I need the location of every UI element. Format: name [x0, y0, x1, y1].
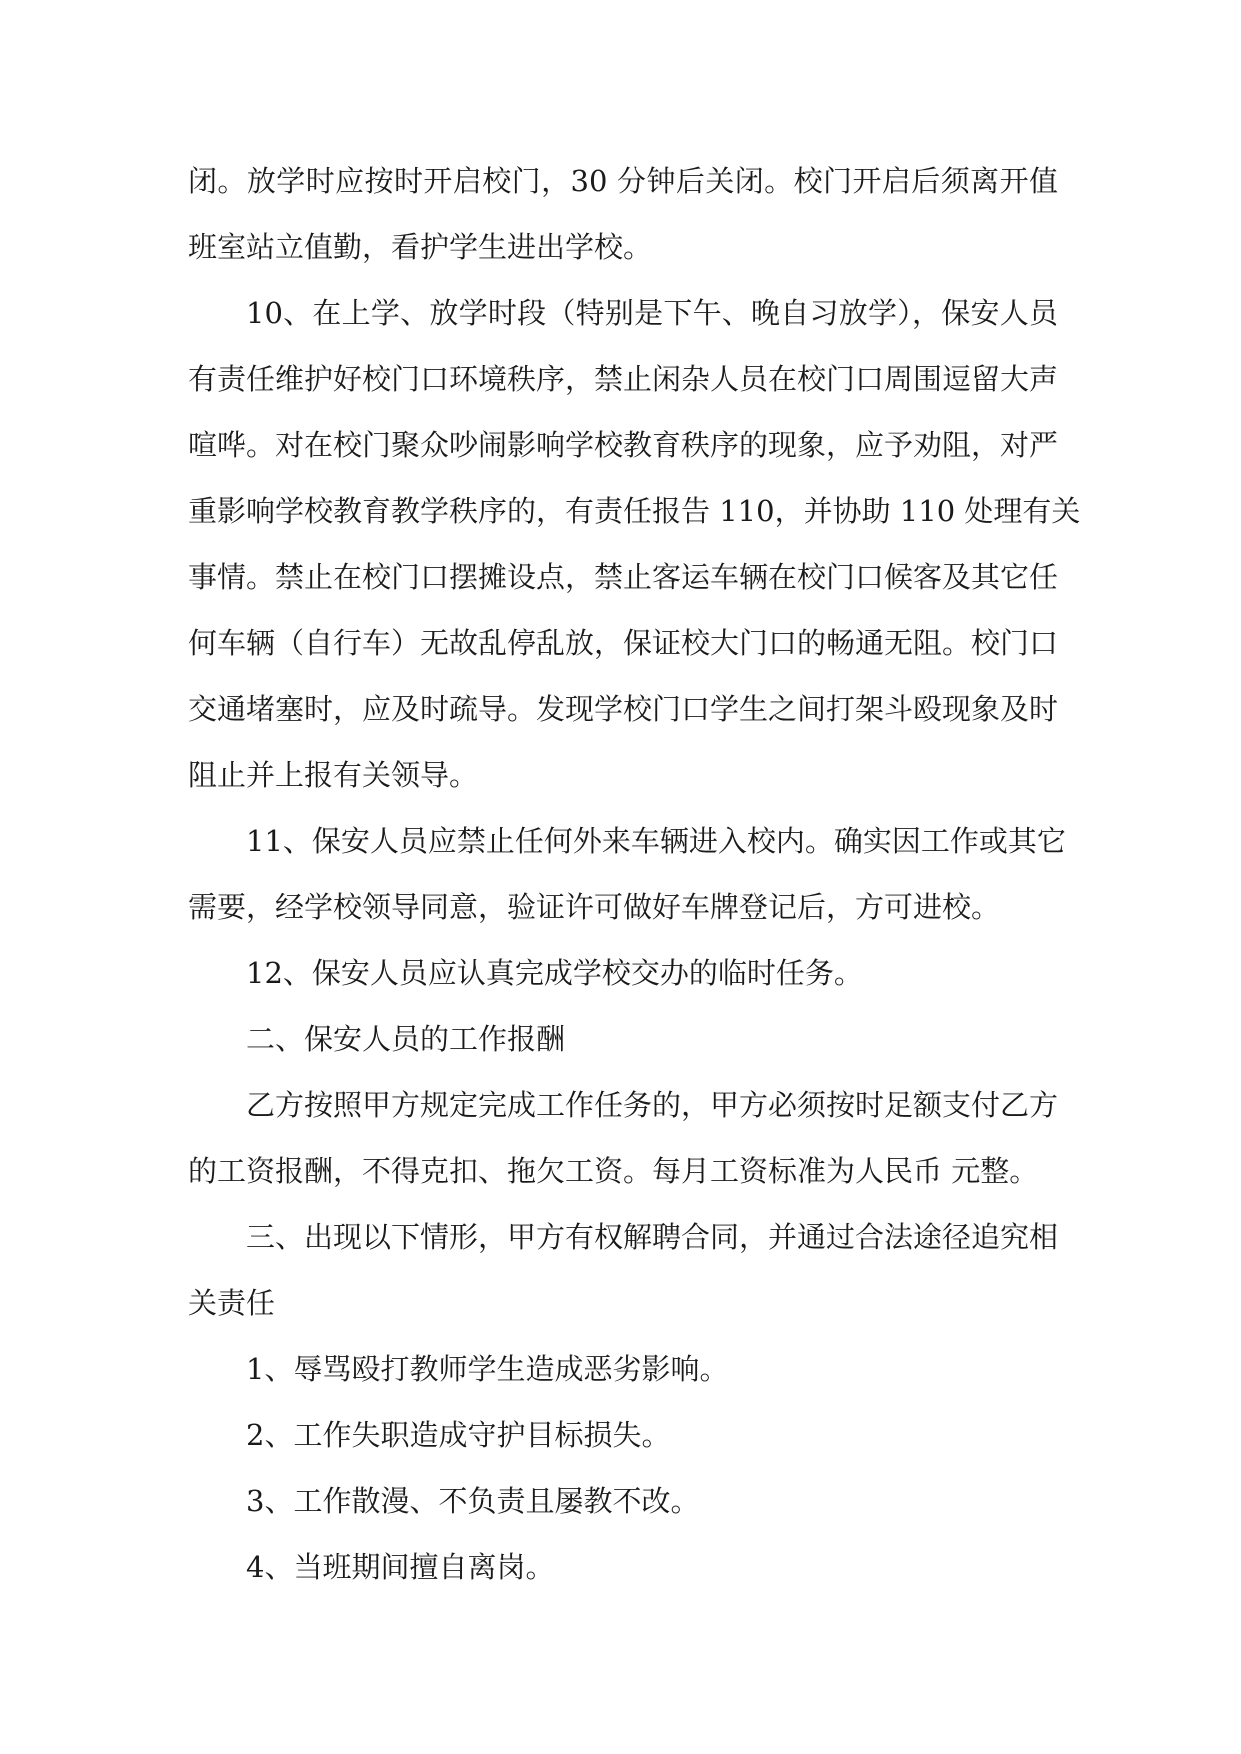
text-line: 乙方按照甲方规定完成工作任务的，甲方必须按时足额支付乙方 — [246, 1088, 1059, 1122]
section-heading: 三、出现以下情形，甲方有权解聘合同，并通过合法途径追究相 — [246, 1220, 1059, 1254]
text-line: 事情。禁止在校门口摆摊设点，禁止客运车辆在校门口候客及其它任 — [188, 560, 1059, 594]
text-line: 阻止并上报有关领导。 — [188, 758, 479, 792]
list-item: 2、工作失职造成守护目标损失。 — [246, 1418, 671, 1452]
text-line: 有责任维护好校门口环境秩序，禁止闲杂人员在校门口周围逗留大声 — [188, 362, 1059, 396]
list-item: 4、当班期间擅自离岗。 — [246, 1550, 555, 1584]
text-line: 10、在上学、放学时段（特别是下午、晚自习放学），保安人员 — [246, 296, 1058, 330]
text-line: 的工资报酬，不得克扣、拖欠工资。每月工资标准为人民币 元整。 — [188, 1154, 1039, 1188]
text-line: 班室站立值勤，看护学生进出学校。 — [188, 230, 653, 264]
document-body — [188, 148, 1081, 1600]
list-item: 1、辱骂殴打教师学生造成恶劣影响。 — [246, 1352, 729, 1386]
list-item: 3、工作散漫、不负责且屡教不改。 — [246, 1484, 700, 1518]
text-line: 喧哗。对在校门聚众吵闹影响学校教育秩序的现象，应予劝阻，对严 — [188, 428, 1059, 462]
section-heading: 二、保安人员的工作报酬 — [246, 1022, 566, 1056]
text-line: 12、保安人员应认真完成学校交办的临时任务。 — [246, 956, 863, 990]
text-line: 交通堵塞时，应及时疏导。发现学校门口学生之间打架斗殴现象及时 — [188, 692, 1059, 726]
text-line: 需要，经学校领导同意，验证许可做好车牌登记后，方可进校。 — [188, 890, 1001, 924]
text-line: 重影响学校教育教学秩序的，有责任报告 110，并协助 110 处理有关 — [188, 494, 1081, 528]
text-line: 关责任 — [188, 1286, 276, 1320]
text-line: 11、保安人员应禁止任何外来车辆进入校内。确实因工作或其它 — [246, 824, 1066, 858]
text-line: 闭。放学时应按时开启校门，30 分钟后关闭。校门开启后须离开值 — [188, 164, 1058, 198]
text-line: 何车辆（自行车）无故乱停乱放，保证校大门口的畅通无阻。校门口 — [188, 626, 1059, 660]
